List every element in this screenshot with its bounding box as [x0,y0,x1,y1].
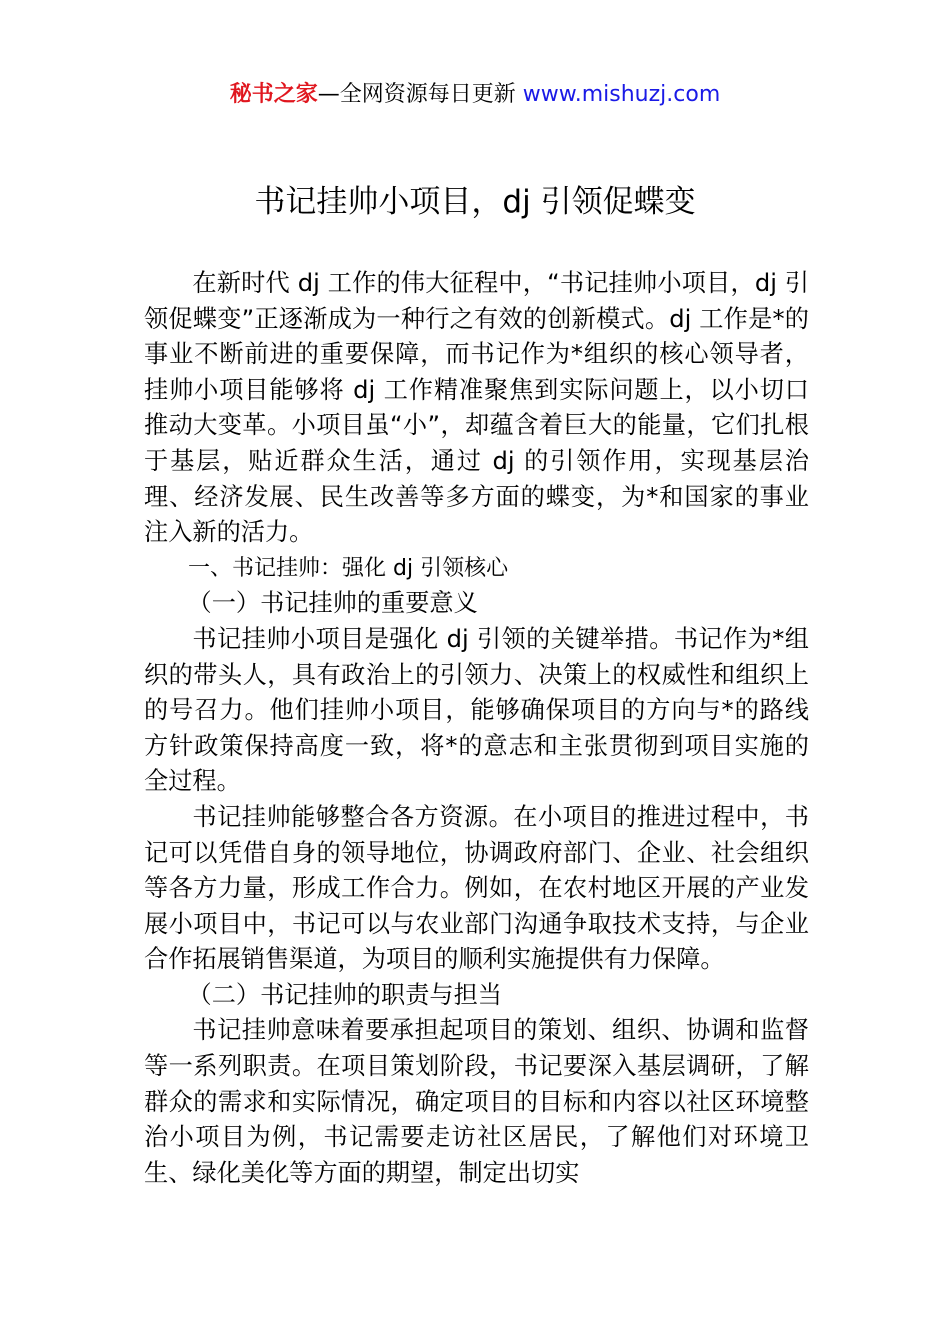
document-title: 书记挂帅小项目，dj 引领促蝶变 [254,184,696,220]
paragraph-resources: 书记挂帅能够整合各方资源。在小项目的推进过程中，书记可以凭借自身的领导地位，协调政府部门、企业、社会组织等各方力量，形成工作合力。例如，在农村地区开展的产业发展小项目中，书记可以与农业部门沟通争取技术支持，与企业合作拓展销售渠道，为项目的顺利实施提供有力保障。 [144,802,809,974]
site-brand: 秘书之家 [229,82,318,107]
subsection-heading-1-1: （一）书记挂帅的重要意义 [187,589,478,618]
site-url-link[interactable]: www.mishuzj.com [522,82,721,107]
section-heading-1: 一、书记挂帅：强化 dj 引领核心 [188,555,509,581]
paragraph-duties: 书记挂帅意味着要承担起项目的策划、组织、协调和监督等一系列职责。在项目策划阶段，书记要深入基层调研，了解群众的需求和实际情况，确定项目的目标和内容以社区环境整治小项目为例，书记需要走访社区居民，了解他们对环境卫生、绿化美化等方面的期望，制定出切实 [144,1016,809,1187]
site-tagline: —全网资源每日更新 [317,82,516,107]
paragraph-intro: 在新时代 dj 工作的伟大征程中，“书记挂帅小项目，dj 引领促蝶变”正逐渐成为一种行之有效的创新模式。dj 工作是*的事业不断前进的重要保障，而书记作为*组织的核心领导者，挂帅小项目能够将 dj 工作精准聚焦到实际问题上，以小切口推动大变革。小项目虽“小”，却蕴含着巨大的能量，它们扎根于基层，贴近群众生活，通过 dj 的引领作用，实现基层治理、经济发展、民生改善等多方面的蝶变，为*和国家的事业注入新的活力。 [144,269,809,547]
document-body [144,266,809,1191]
paragraph-significance: 书记挂帅小项目是强化 dj 引领的关键举措。书记作为*组织的带头人，具有政治上的引领力、决策上的权威性和组织上的号召力。他们挂帅小项目，能够确保项目的方向与*的路线方针政策保持高度一致，将*的意志和主张贯彻到项目实施的全过程。 [144,624,809,796]
subsection-heading-1-2: （二）书记挂帅的职责与担当 [187,980,502,1009]
site-header [0,78,950,112]
